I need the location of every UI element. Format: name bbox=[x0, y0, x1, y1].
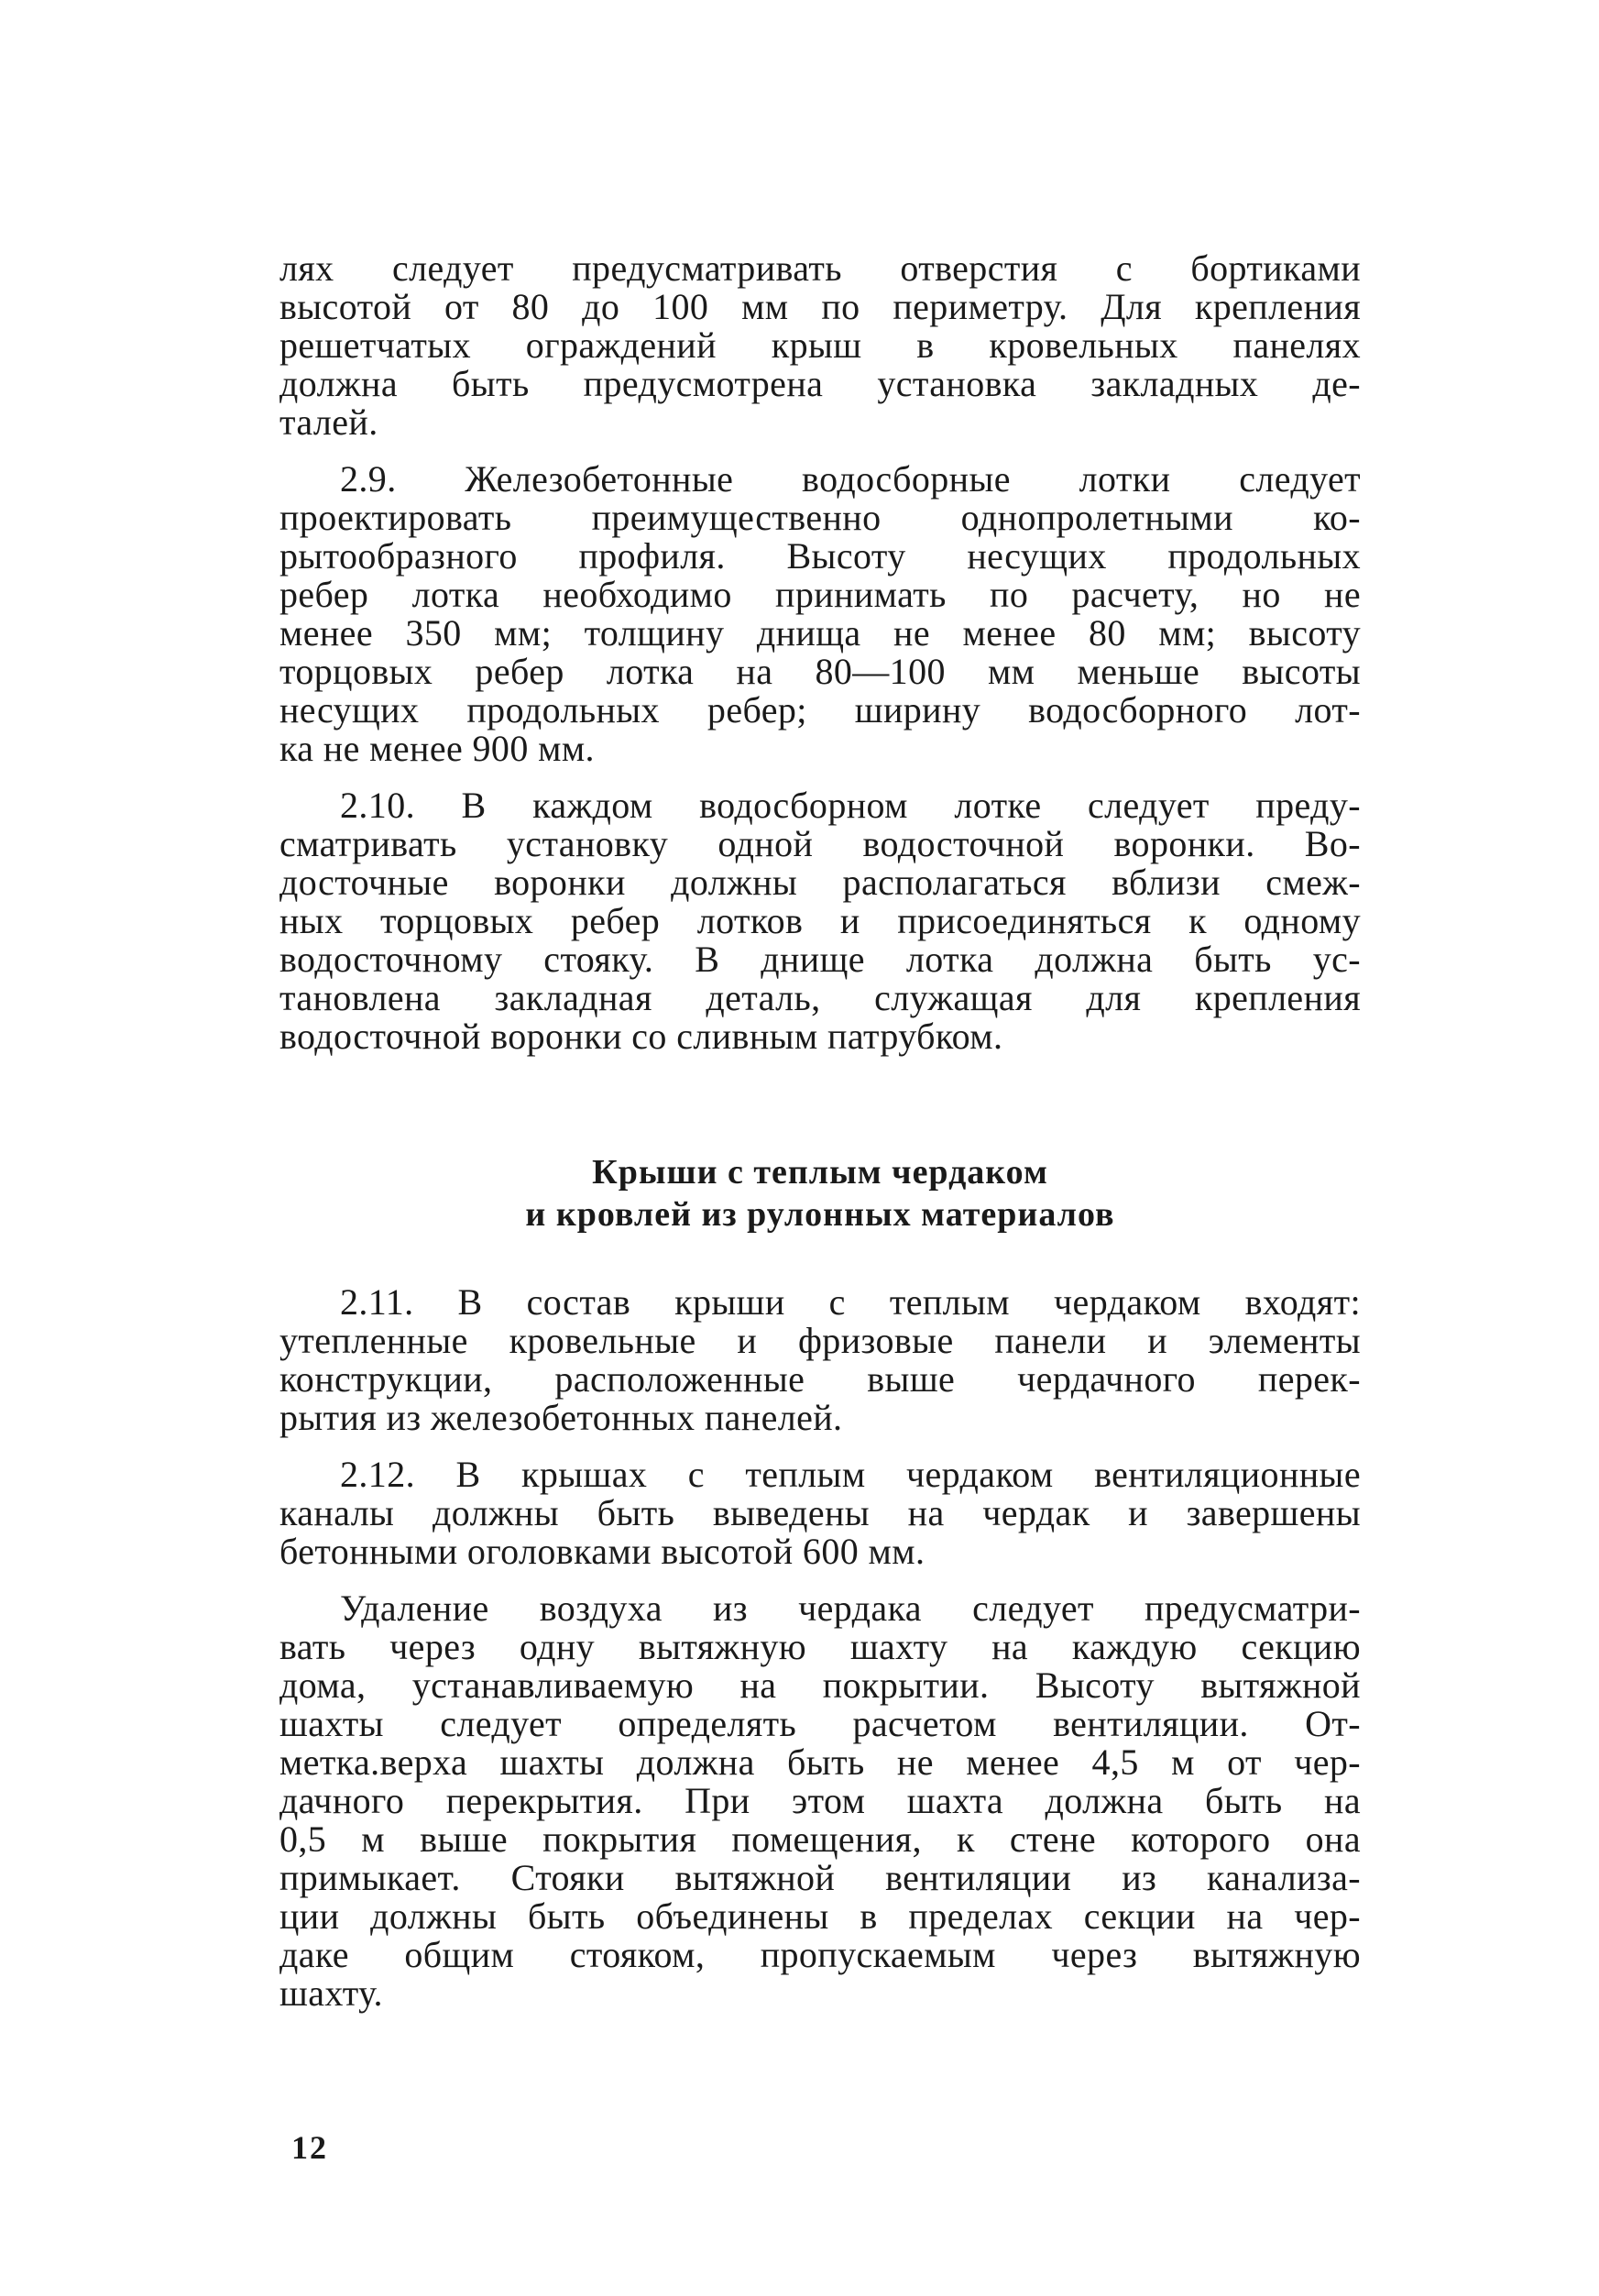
text-line: талей. bbox=[279, 401, 378, 443]
text-block-bottom bbox=[279, 1283, 1361, 2031]
text-line: каналы должны быть выведены на чердак и завершены bbox=[279, 1492, 1361, 1533]
text-line: 2.10. В каждом водосборном лотке следует преду- bbox=[340, 785, 1361, 826]
text-line: даке общим стояком, пропускаемым через вытяжную bbox=[279, 1934, 1361, 1975]
text-line: рытообразного профиля. Высоту несущих продольных bbox=[279, 535, 1361, 577]
heading-line: Крыши с теплым чердаком bbox=[592, 1153, 1048, 1192]
text-line: ка не менее 900 мм. bbox=[279, 728, 595, 769]
text-line: досточные воронки должны располагаться вблизи смеж- bbox=[279, 862, 1361, 903]
text-line: водосточной воронки со сливным патрубком. bbox=[279, 1016, 1003, 1057]
text-line: несущих продольных ребер; ширину водосборного лот- bbox=[279, 689, 1361, 731]
heading-line: и кровлей из рулонных материалов bbox=[525, 1195, 1115, 1234]
text-line: должна быть предусмотрена установка закладных де- bbox=[279, 363, 1361, 404]
text-line: 2.12. В крышах с теплым чердаком вентиляционные bbox=[340, 1454, 1361, 1495]
text-line: 2.11. В состав крыши с теплым чердаком входят: bbox=[340, 1281, 1361, 1323]
text-line: сматривать установку одной водосточной воронки. Во- bbox=[279, 823, 1361, 864]
text-line: высотой от 80 до 100 мм по периметру. Для крепления bbox=[279, 286, 1361, 327]
text-line: ных торцовых ребер лотков и присоединяться к одному bbox=[279, 900, 1361, 941]
text-line: водосточному стояку. В днище лотка должна быть ус- bbox=[279, 939, 1361, 980]
text-line: Удаление воздуха из чердака следует предусматри- bbox=[340, 1587, 1361, 1629]
text-line: проектировать преимущественно однопролетными ко- bbox=[279, 497, 1361, 538]
section-heading bbox=[279, 1151, 1361, 1236]
text-line: лях следует предусматривать отверстия с бортиками bbox=[279, 247, 1361, 289]
text-line: утепленные кровельные и фризовые панели и элементы bbox=[279, 1320, 1361, 1361]
text-line: ребер лотка необходимо принимать по расчету, но не bbox=[279, 574, 1361, 615]
text-line: шахты следует определять расчетом вентиляции. От- bbox=[279, 1703, 1361, 1744]
paragraph-continuation bbox=[279, 249, 1361, 442]
paragraph-2-12 bbox=[279, 1456, 1361, 1571]
text-line: конструкции, расположенные выше чердачного перек- bbox=[279, 1358, 1361, 1400]
text-line: торцовых ребер лотка на 80—100 мм меньше высоты bbox=[279, 651, 1361, 692]
text-line: ции должны быть объединены в пределах секции на чер- bbox=[279, 1895, 1361, 1937]
text-line: дачного перекрытия. При этом шахта должна быть на bbox=[279, 1780, 1361, 1821]
text-line: решетчатых ограждений крыш в кровельных панелях bbox=[279, 324, 1361, 366]
paragraph-2-9 bbox=[279, 460, 1361, 768]
text-line: 2.9. Железобетонные водосборные лотки следует bbox=[340, 458, 1361, 500]
paragraph-2-10 bbox=[279, 786, 1361, 1056]
text-line: тановлена закладная деталь, служащая для крепления bbox=[279, 977, 1361, 1018]
text-line: рытия из железобетонных панелей. bbox=[279, 1397, 843, 1438]
text-line: менее 350 мм; толщину днища не менее 80 мм; высоту bbox=[279, 612, 1361, 654]
paragraph-2-11 bbox=[279, 1283, 1361, 1437]
text-line: дома, устанавливаемую на покрытии. Высоту вытяжной bbox=[279, 1664, 1361, 1706]
text-line: шахту. bbox=[279, 1972, 383, 2014]
text-line: бетонными оголовками высотой 600 мм. bbox=[279, 1531, 925, 1572]
paragraph-air-removal bbox=[279, 1589, 1361, 2013]
text-line: примыкает. Стояки вытяжной вентиляции из канализа- bbox=[279, 1857, 1361, 1898]
page-number: 12 bbox=[291, 2129, 328, 2166]
text-line: 0,5 м выше покрытия помещения, к стене которого она bbox=[279, 1818, 1361, 1860]
text-line: метка.верха шахты должна быть не менее 4,5 м от чер- bbox=[279, 1741, 1361, 1783]
text-block-top bbox=[279, 249, 1361, 1074]
text-line: вать через одну вытяжную шахту на каждую секцию bbox=[279, 1626, 1361, 1667]
